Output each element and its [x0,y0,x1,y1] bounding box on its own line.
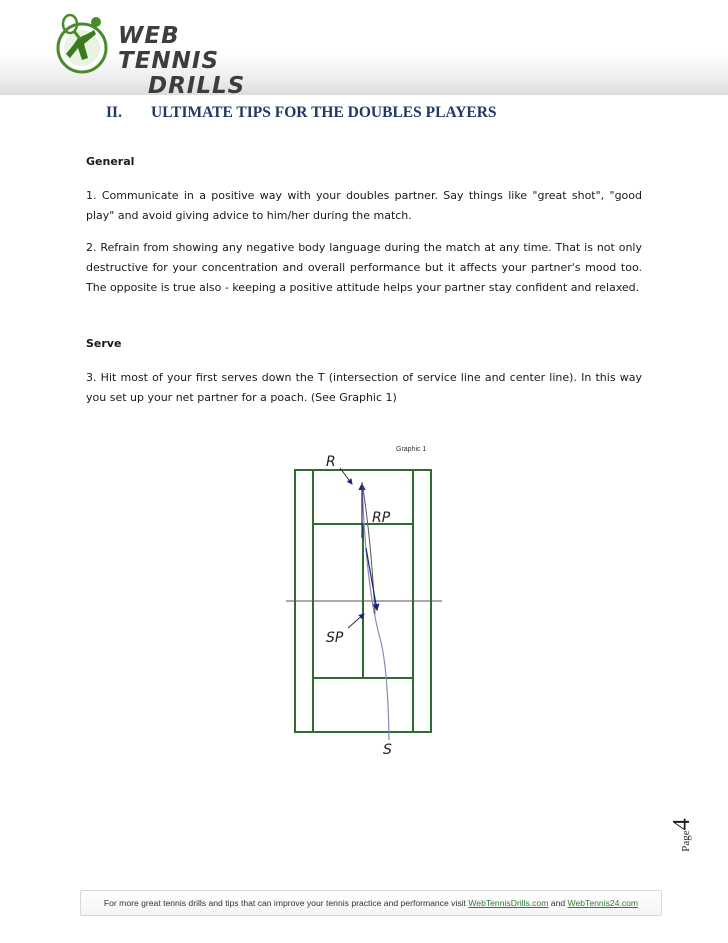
section-title [106,104,497,122]
court-graphic [286,438,442,760]
logo-line-1: WEB TENNIS [118,23,220,74]
footer [80,890,662,916]
tip-2: 2. Refrain from showing any negative body language during the match at any time. That is not only destructive for your concentration and overall performance but it affects your partner's mood too. The opposite is true also - keeping a positive attitude helps your partner stay confident and relaxed. [86,241,642,294]
footer-link-webtennis24[interactable]: WebTennis24.com [567,898,639,908]
graphic-caption: Graphic 1 [396,446,427,453]
tip-1: 1. Communicate in a positive way with your doubles partner. Say things like "great shot", "good play" and avoid giving advice to him/her during the match. [86,189,642,222]
footer-link-webtennisdrills[interactable]: WebTennisDrills.com [468,898,549,908]
label-server: S [383,742,392,758]
page-number-label [652,815,712,855]
server-partner-pointer [348,614,364,628]
logo-text [118,24,276,99]
logo [56,8,276,99]
tip-3: 3. Hit most of your first serves down the T (intersection of service line and center line). In this way you set up your net partner for a poach. (See Graphic 1) [86,371,642,404]
label-receiver-partner: RP [372,510,391,526]
footer-and: and [548,898,568,908]
label-server-partner: SP [326,630,344,646]
general-heading: General [86,155,135,168]
page-word: Page [680,830,692,852]
page-number: 4 [669,818,695,831]
logo-line-2: DRILLS [148,73,246,99]
label-receiver: R [326,454,336,470]
footer-text: For more great tennis drills and tips that can improve your tennis practice and performance visit [103,898,469,908]
tennis-player-logo-icon [56,8,116,80]
section-title-text: ULTIMATE TIPS FOR THE DOUBLES PLAYERS [151,104,497,121]
section-number: II. [106,104,122,121]
court-diagram [286,438,442,760]
document-body [86,152,642,420]
serve-heading: Serve [86,337,122,350]
